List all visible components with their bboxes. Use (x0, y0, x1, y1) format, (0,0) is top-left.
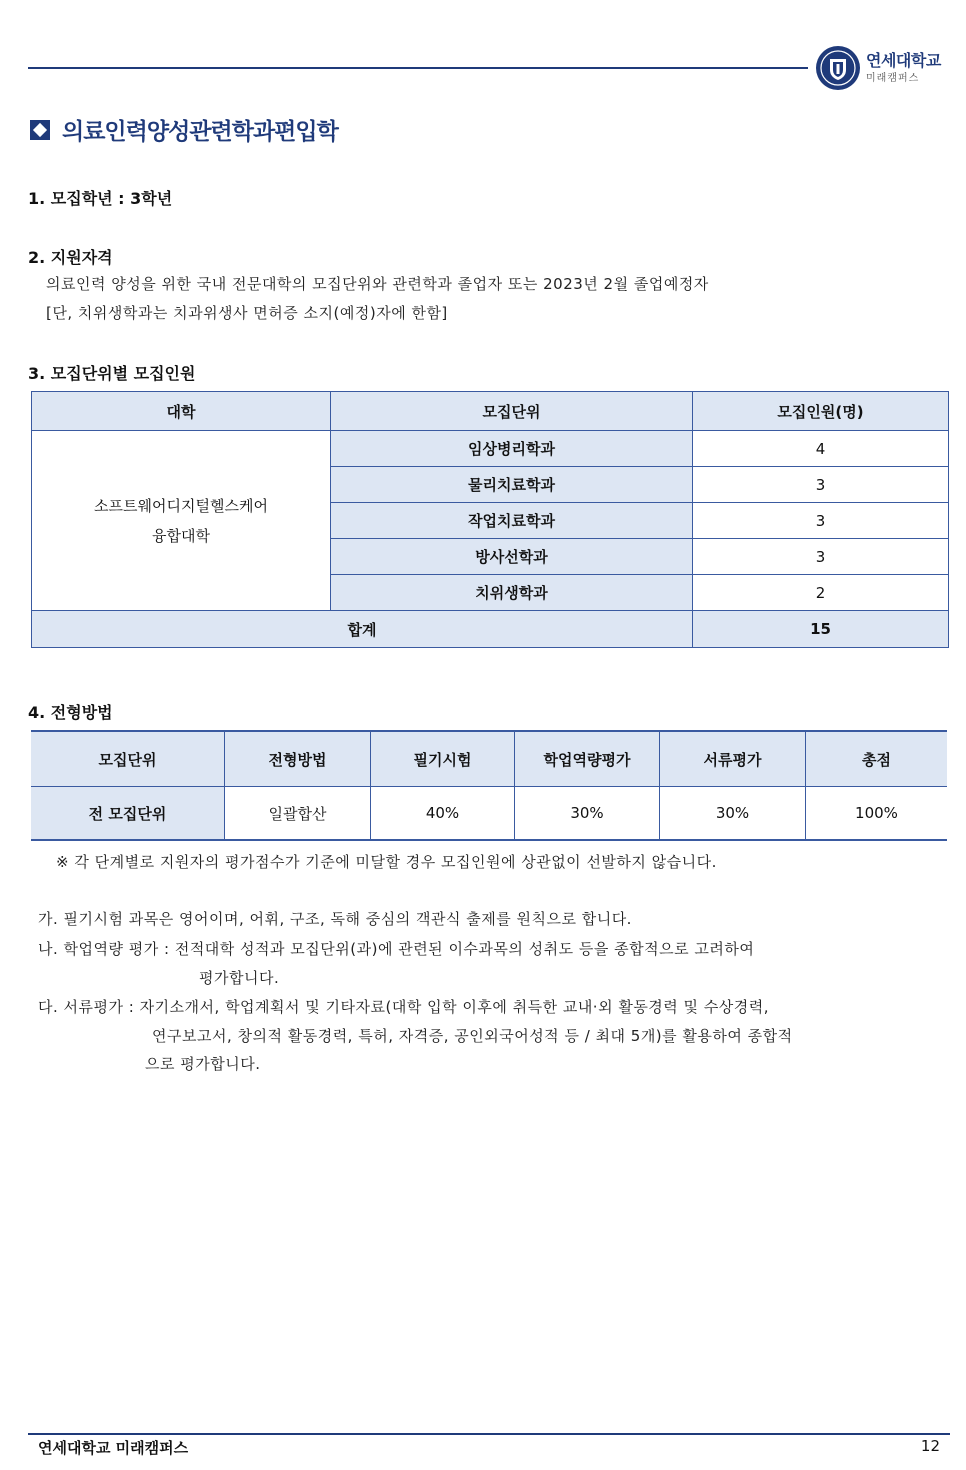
header-quota: 모집인원(명) (693, 392, 949, 431)
header-academic-eval: 학업역량평가 (515, 731, 660, 787)
college-name-line2: 융합대학 (152, 526, 210, 545)
logo-name: 연세대학교 (866, 50, 941, 70)
selection-note: ※ 각 단계별로 지원자의 평가점수가 기준에 미달할 경우 모집인원에 상관없이 선발하지 않습니다. (56, 853, 717, 871)
section4-heading: 4. 전형방법 (28, 703, 113, 722)
page-number: 12 (920, 1437, 940, 1455)
diamond-bullet-icon (30, 120, 50, 140)
row-written-exam: 40% (371, 787, 515, 841)
total-label: 합계 (32, 611, 693, 648)
row-total: 100% (806, 787, 948, 841)
row-unit: 전 모집단위 (31, 787, 225, 841)
header-college: 대학 (32, 392, 331, 431)
quota-table (31, 391, 949, 648)
footer-university: 연세대학교 미래캠퍼스 (38, 1439, 189, 1457)
page-title (30, 113, 338, 146)
header-unit: 모집단위 (331, 392, 693, 431)
unit-name: 물리치료학과 (331, 467, 693, 503)
selection-method-table (31, 730, 947, 841)
unit-name: 임상병리학과 (331, 431, 693, 467)
eligibility-line2: [단, 치위생학과는 치과위생사 면허증 소지(예정)자에 한함] (46, 304, 448, 322)
section3-heading: 3. 모집단위별 모집인원 (28, 364, 196, 383)
item-da-line3: 으로 평가합니다. (145, 1055, 261, 1073)
logo-sub: 미래캠퍼스 (866, 72, 920, 84)
unit-count: 4 (693, 431, 949, 467)
college-name-line1: 소프트웨어디지털헬스케어 (94, 496, 268, 515)
unit-count: 3 (693, 539, 949, 575)
unit-count: 3 (693, 467, 949, 503)
unit-name: 방사선학과 (331, 539, 693, 575)
item-ga: 가. 필기시험 과목은 영어이며, 어휘, 구조, 독해 중심의 객관식 출제를 원칙으로 합니다. (38, 910, 632, 928)
unit-name: 작업치료학과 (331, 503, 693, 539)
item-da-line1: 다. 서류평가 : 자기소개서, 학업계획서 및 기타자료(대학 입학 이후에 취득한 교내·외 활동경력 및 수상경력, (38, 998, 770, 1016)
page-title-text: 의료인력양성관련학과편입학 (62, 119, 338, 145)
row-method: 일괄합산 (225, 787, 371, 841)
unit-count: 2 (693, 575, 949, 611)
item-da-line2: 연구보고서, 창의적 활동경력, 특허, 자격증, 공인외국어성적 등 / 최대 5개)를 활용하여 종합적 (152, 1027, 793, 1045)
item-na-line2: 평가합니다. (199, 969, 280, 987)
row-academic-eval: 30% (515, 787, 660, 841)
section1-heading: 1. 모집학년 : 3학년 (28, 189, 173, 208)
footer-rule (28, 1433, 950, 1435)
header-total: 총점 (806, 731, 948, 787)
header-document-eval: 서류평가 (660, 731, 806, 787)
item-na-line1: 나. 학업역량 평가 : 전적대학 성적과 모집단위(과)에 관련된 이수과목의 성취도 등을 종합적으로 고려하여 (38, 940, 755, 958)
unit-count: 3 (693, 503, 949, 539)
row-document-eval: 30% (660, 787, 806, 841)
header-unit: 모집단위 (31, 731, 225, 787)
section2-heading: 2. 지원자격 (28, 248, 113, 267)
emblem-icon (815, 45, 861, 91)
unit-name: 치위생학과 (331, 575, 693, 611)
college-cell (32, 431, 331, 611)
header-rule (28, 67, 808, 69)
header-written-exam: 필기시험 (371, 731, 515, 787)
header-method: 전형방법 (225, 731, 371, 787)
total-value: 15 (693, 611, 949, 648)
eligibility-line1: 의료인력 양성을 위한 국내 전문대학의 모집단위와 관련학과 졸업자 또는 2023년 2월 졸업예정자 (46, 275, 709, 293)
university-logo (815, 45, 941, 91)
